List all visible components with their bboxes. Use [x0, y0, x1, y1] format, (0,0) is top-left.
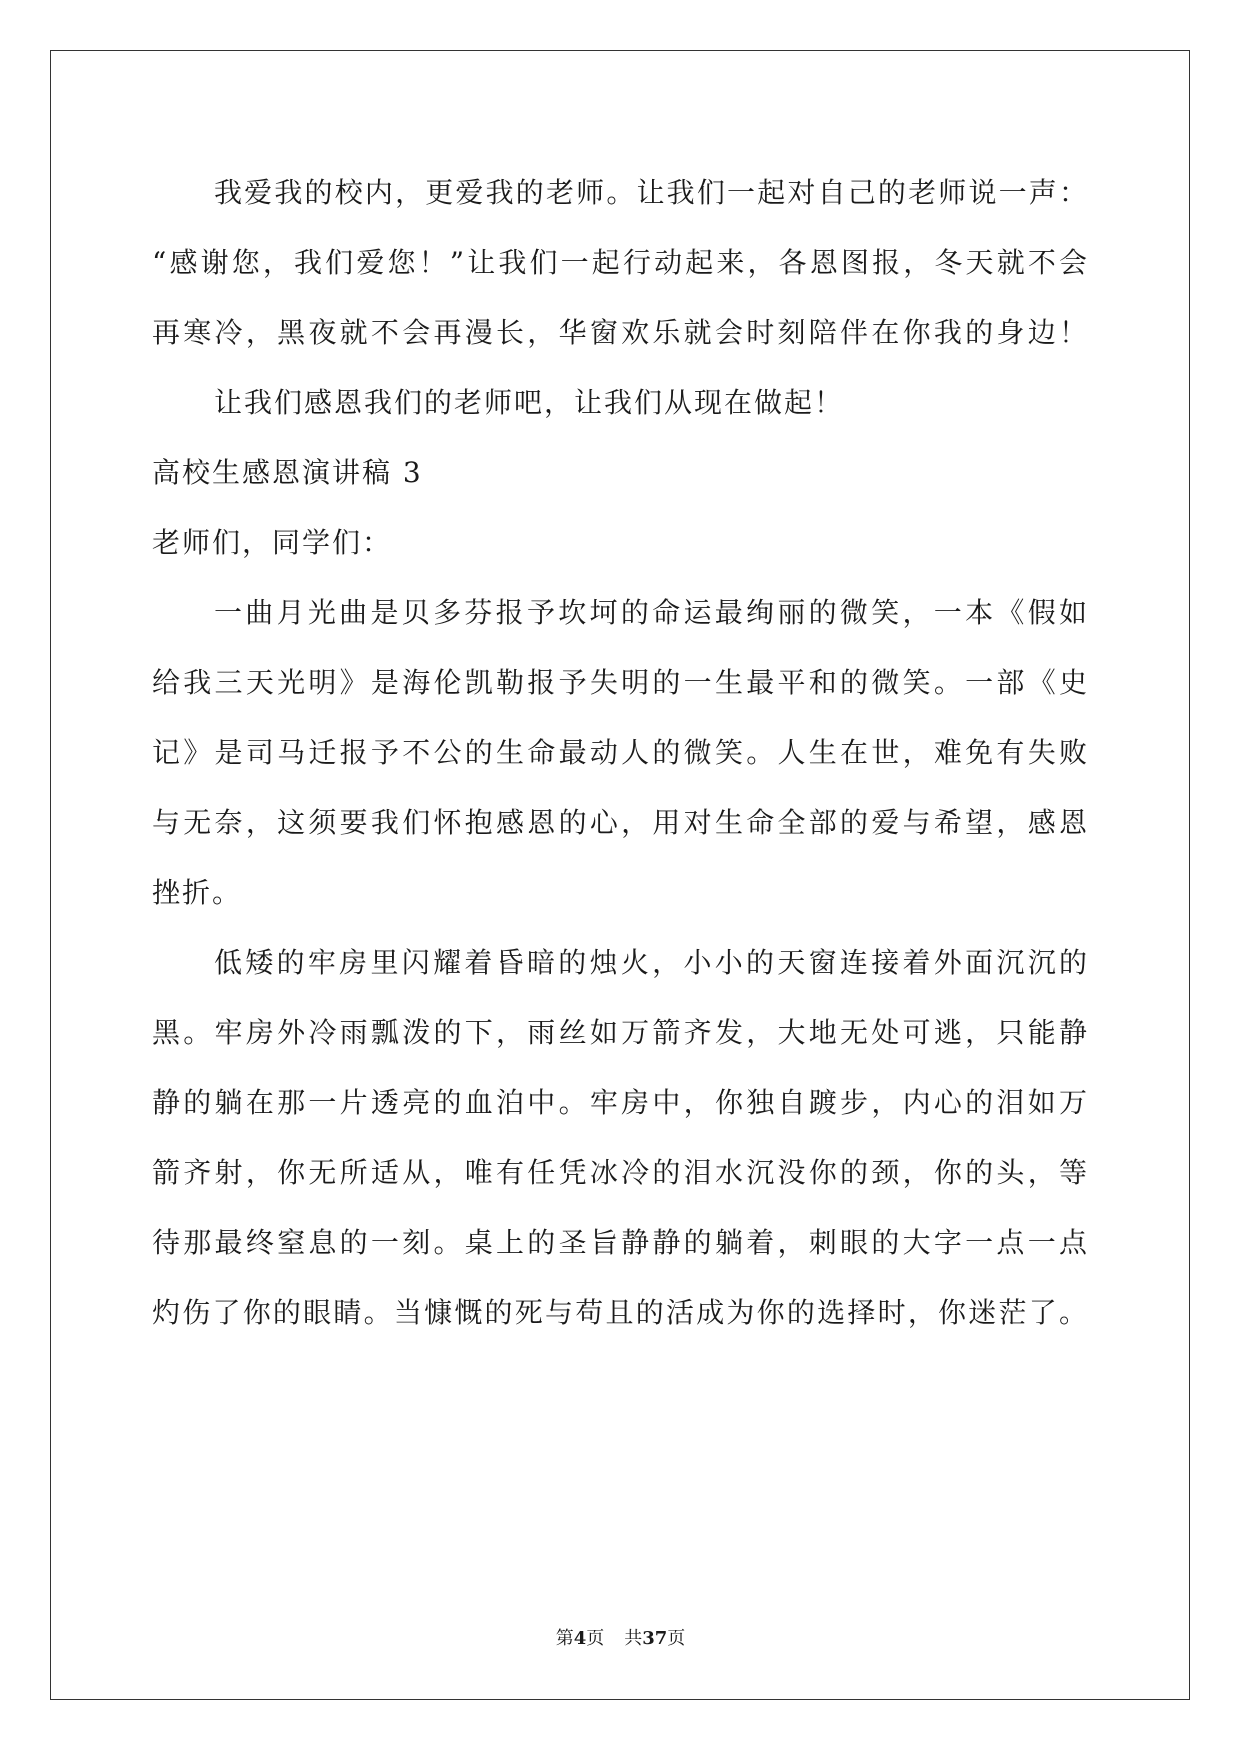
text-line: 与无奈，这须要我们怀抱感恩的心，用对生命全部的爱与希望，感恩 — [152, 806, 1089, 839]
text-line: 我爱我的校内，更爱我的老师。让我们一起对自己的老师说一声： — [214, 176, 1089, 209]
total-pages: 37 — [642, 1628, 668, 1649]
page-number: 4 — [573, 1628, 587, 1649]
document-body — [152, 158, 1089, 1348]
page-prefix: 第 — [555, 1628, 574, 1649]
text-line: “感谢您，我们爱您！”让我们一起行动起来，各恩图报，冬天就不会 — [152, 246, 1089, 279]
total-suffix: 页 — [667, 1628, 686, 1649]
text-line: 黑。牢房外冷雨瓢泼的下，雨丝如万箭齐发，大地无处可逃，只能静 — [152, 1016, 1089, 1049]
text-line: 挫折。 — [152, 876, 243, 909]
text-line: 给我三天光明》是海伦凯勒报予失明的一生最平和的微笑。一部《史 — [152, 666, 1089, 699]
paragraph-2 — [152, 368, 1089, 438]
text-line: 灼伤了你的眼睛。当慷慨的死与苟且的活成为你的选择时，你迷茫了。 — [152, 1296, 1089, 1329]
page-suffix: 页 — [586, 1628, 605, 1649]
text-line: 让我们感恩我们的老师吧，让我们从现在做起！ — [214, 386, 845, 419]
text-line: 低矮的牢房里闪耀着昏暗的烛火，小小的天窗连接着外面沉沉的 — [214, 946, 1089, 979]
text-line: 静的躺在那一片透亮的血泊中。牢房中，你独自踱步，内心的泪如万 — [152, 1086, 1089, 1119]
page-footer — [0, 1624, 1241, 1650]
section-title: 高校生感恩演讲稿 3 — [152, 456, 423, 489]
text-line: 待那最终窒息的一刻。桌上的圣旨静静的躺着，刺眼的大字一点一点 — [152, 1226, 1089, 1259]
paragraph-3 — [152, 578, 1089, 928]
total-prefix: 共 — [624, 1628, 643, 1649]
paragraph-1 — [152, 158, 1089, 368]
text-line: 一曲月光曲是贝多芬报予坎坷的命运最绚丽的微笑，一本《假如 — [214, 596, 1089, 629]
paragraph-4 — [152, 928, 1089, 1348]
text-line: 箭齐射，你无所适从，唯有任凭冰冷的泪水沉没你的颈，你的头，等 — [152, 1156, 1089, 1189]
text-line: 记》是司马迁报予不公的生命最动人的微笑。人生在世，难免有失败 — [152, 736, 1089, 769]
salutation: 老师们，同学们： — [152, 526, 393, 559]
text-line: 再寒冷，黑夜就不会再漫长，华窗欢乐就会时刻陪伴在你我的身边！ — [152, 316, 1089, 349]
